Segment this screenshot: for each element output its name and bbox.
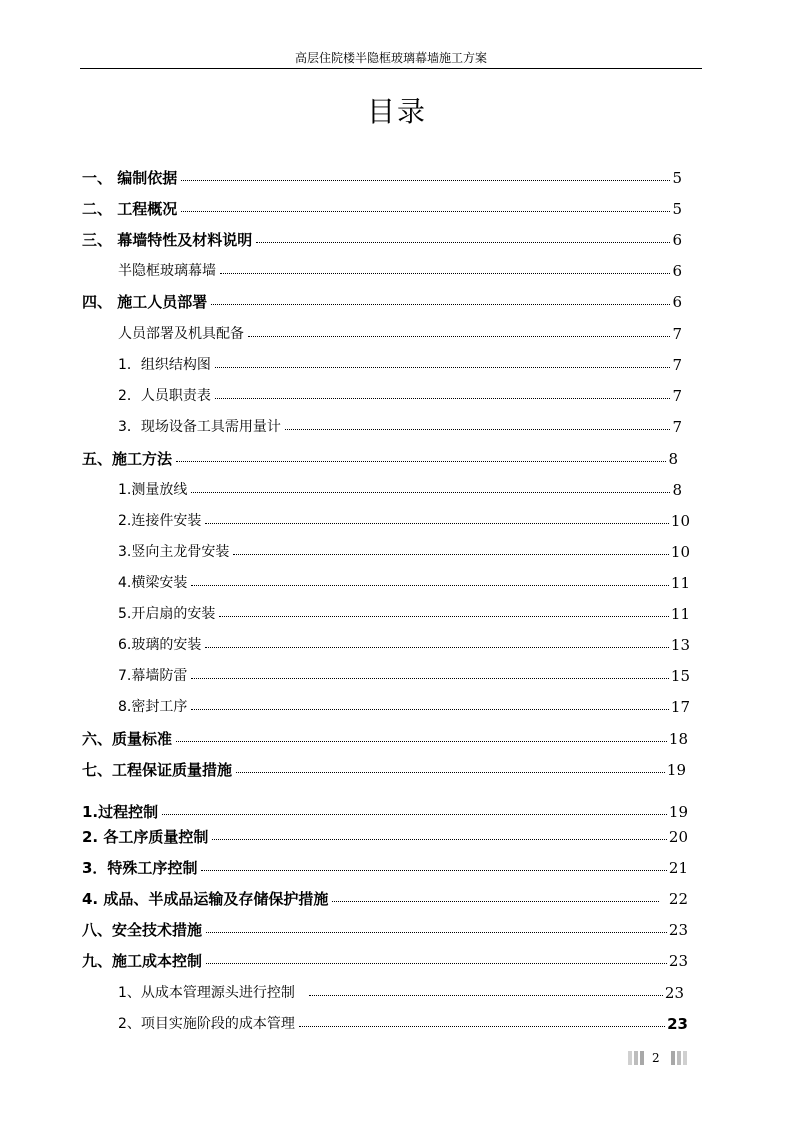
toc-entry-label: 1．组织结构图 (118, 357, 211, 373)
toc-entry[interactable] (82, 949, 688, 971)
toc-entry-page: 11 (670, 574, 690, 592)
toc-entry-page: 6 (672, 293, 682, 311)
toc-entry-page: 13 (670, 636, 690, 654)
toc-entry-label: 1、从成本管理源头进行控制 (118, 985, 295, 1001)
toc-entry[interactable] (118, 571, 690, 593)
toc-entry-label: 半隐框玻璃幕墙 (118, 263, 216, 279)
page-ornament-right-icon (670, 1049, 688, 1067)
toc-entry-page: 19 (666, 761, 686, 779)
toc-entry[interactable] (82, 887, 688, 909)
toc-leader (191, 585, 669, 586)
toc-entry-page: 21 (668, 859, 688, 877)
toc-entry-label: 8.密封工序 (118, 699, 188, 715)
toc-entry[interactable] (118, 664, 690, 686)
toc-leader (176, 741, 667, 742)
toc-leader (299, 1026, 665, 1027)
toc-entry-label: 4.横梁安装 (118, 575, 188, 591)
toc-leader (162, 814, 667, 815)
toc-entry-label: 一、 编制依据 (82, 169, 178, 187)
toc-leader (233, 554, 669, 555)
toc-entry-label: 3.竖向主龙骨安装 (118, 544, 230, 560)
toc-entry-label: 五、施工方法 (82, 450, 173, 468)
toc-entry-label: 3．现场设备工具需用量计 (118, 419, 281, 435)
page-number: 2 (652, 1051, 660, 1065)
toc-entry-page: 10 (670, 512, 690, 530)
toc-entry-page: 5 (672, 200, 682, 218)
toc-leader (309, 995, 663, 996)
toc-entry-label: 四、 施工人员部署 (82, 293, 208, 311)
toc-entry-page: 7 (672, 356, 682, 374)
toc-leader (191, 709, 669, 710)
toc-entry-label: 3．特殊工序控制 (82, 859, 198, 877)
toc-entry[interactable] (118, 540, 690, 562)
toc-entry[interactable] (118, 353, 682, 375)
toc-entry-label: 7.幕墙防雷 (118, 668, 188, 684)
toc-entry-label: 6.玻璃的安装 (118, 637, 202, 653)
toc-leader (248, 336, 670, 337)
toc-entry-label: 九、施工成本控制 (82, 952, 203, 970)
toc-leader (205, 523, 669, 524)
toc-entry[interactable] (118, 981, 684, 1003)
toc-entry-label: 2．人员职责表 (118, 388, 211, 404)
toc-entry[interactable] (82, 758, 686, 780)
toc-leader (215, 367, 671, 368)
toc-entry[interactable] (82, 228, 682, 250)
toc-leader (191, 678, 669, 679)
toc-entry-label: 4. 成品、半成品运输及存储保护措施 (82, 890, 329, 908)
toc-entry-page: 20 (668, 828, 688, 846)
toc-entry-page: 11 (670, 605, 690, 623)
toc-entry-label: 人员部署及机具配备 (118, 326, 244, 342)
toc-leader (285, 429, 671, 430)
toc-entry-label: 八、安全技术措施 (82, 921, 203, 939)
toc-entry[interactable] (118, 509, 690, 531)
toc-leader (206, 932, 667, 933)
toc-entry-page: 15 (670, 667, 690, 685)
toc-entry[interactable] (118, 415, 682, 437)
toc-leader (256, 242, 670, 243)
toc-entry-label: 2、项目实施阶段的成本管理 (118, 1016, 295, 1032)
toc-entry[interactable] (118, 633, 690, 655)
toc-leader (332, 901, 659, 902)
toc-leader (181, 211, 670, 212)
toc-entry-label: 2. 各工序质量控制 (82, 828, 209, 846)
toc-entry-page: 8 (668, 450, 678, 468)
toc-entry-page: 7 (672, 387, 682, 405)
toc-entry[interactable] (82, 197, 682, 219)
toc-entry-page: 6 (672, 262, 682, 280)
toc-entry[interactable] (82, 918, 688, 940)
toc-entry-page: 22 (668, 890, 688, 908)
toc-leader (215, 398, 671, 399)
toc-entry-label: 六、质量标准 (82, 730, 173, 748)
toc-entry-page: 23 (667, 1015, 688, 1033)
toc-entry-label: 1.过程控制 (82, 803, 159, 821)
toc-entry-page: 23 (664, 984, 684, 1002)
toc-entry[interactable] (82, 447, 678, 469)
toc-entry[interactable] (118, 1012, 688, 1034)
toc-entry[interactable] (82, 800, 688, 822)
header-rule (80, 68, 702, 69)
toc-entry-label: 二、 工程概况 (82, 200, 178, 218)
toc-entry-page: 10 (670, 543, 690, 561)
toc-entry[interactable] (118, 259, 682, 281)
toc-entry-page: 23 (668, 921, 688, 939)
toc-entry-label: 七、工程保证质量措施 (82, 761, 233, 779)
toc-entry[interactable] (118, 478, 682, 500)
toc-entry[interactable] (118, 322, 682, 344)
toc-entry-page: 7 (672, 325, 682, 343)
toc-entry-page: 5 (672, 169, 682, 187)
toc-entry-page: 17 (670, 698, 690, 716)
toc-entry-page: 7 (672, 418, 682, 436)
toc-leader (205, 647, 669, 648)
toc-entry-page: 19 (668, 803, 688, 821)
toc-leader (206, 963, 667, 964)
toc-entry[interactable] (118, 695, 690, 717)
toc-leader (236, 772, 665, 773)
toc-entry[interactable] (82, 166, 682, 188)
toc-entry[interactable] (82, 727, 688, 749)
toc-leader (220, 273, 670, 274)
toc-entry-label: 1.测量放线 (118, 482, 188, 498)
toc-leader (191, 492, 670, 493)
toc-entry-page: 8 (672, 481, 682, 499)
toc-leader (212, 839, 667, 840)
toc-entry[interactable] (82, 825, 688, 847)
toc-entry-page: 18 (668, 730, 688, 748)
toc-entry[interactable] (82, 856, 688, 878)
toc-entry[interactable] (82, 290, 682, 312)
toc-entry[interactable] (118, 384, 682, 406)
page-title: 目录 (366, 95, 427, 128)
toc-entry-page: 6 (672, 231, 682, 249)
toc-entry-page: 23 (668, 952, 688, 970)
toc-entry-label: 2.连接件安装 (118, 513, 202, 529)
running-header: 高层住院楼半隐框玻璃幕墙施工方案 (294, 51, 487, 65)
toc-leader (211, 304, 670, 305)
toc-leader (219, 616, 669, 617)
toc-leader (176, 461, 666, 462)
toc-entry[interactable] (118, 602, 690, 624)
page-ornament-left-icon (627, 1049, 645, 1067)
toc-entry-label: 三、 幕墙特性及材料说明 (82, 231, 253, 249)
toc-leader (181, 180, 670, 181)
toc-leader (201, 870, 666, 871)
toc-entry-label: 5.开启扇的安装 (118, 606, 216, 622)
